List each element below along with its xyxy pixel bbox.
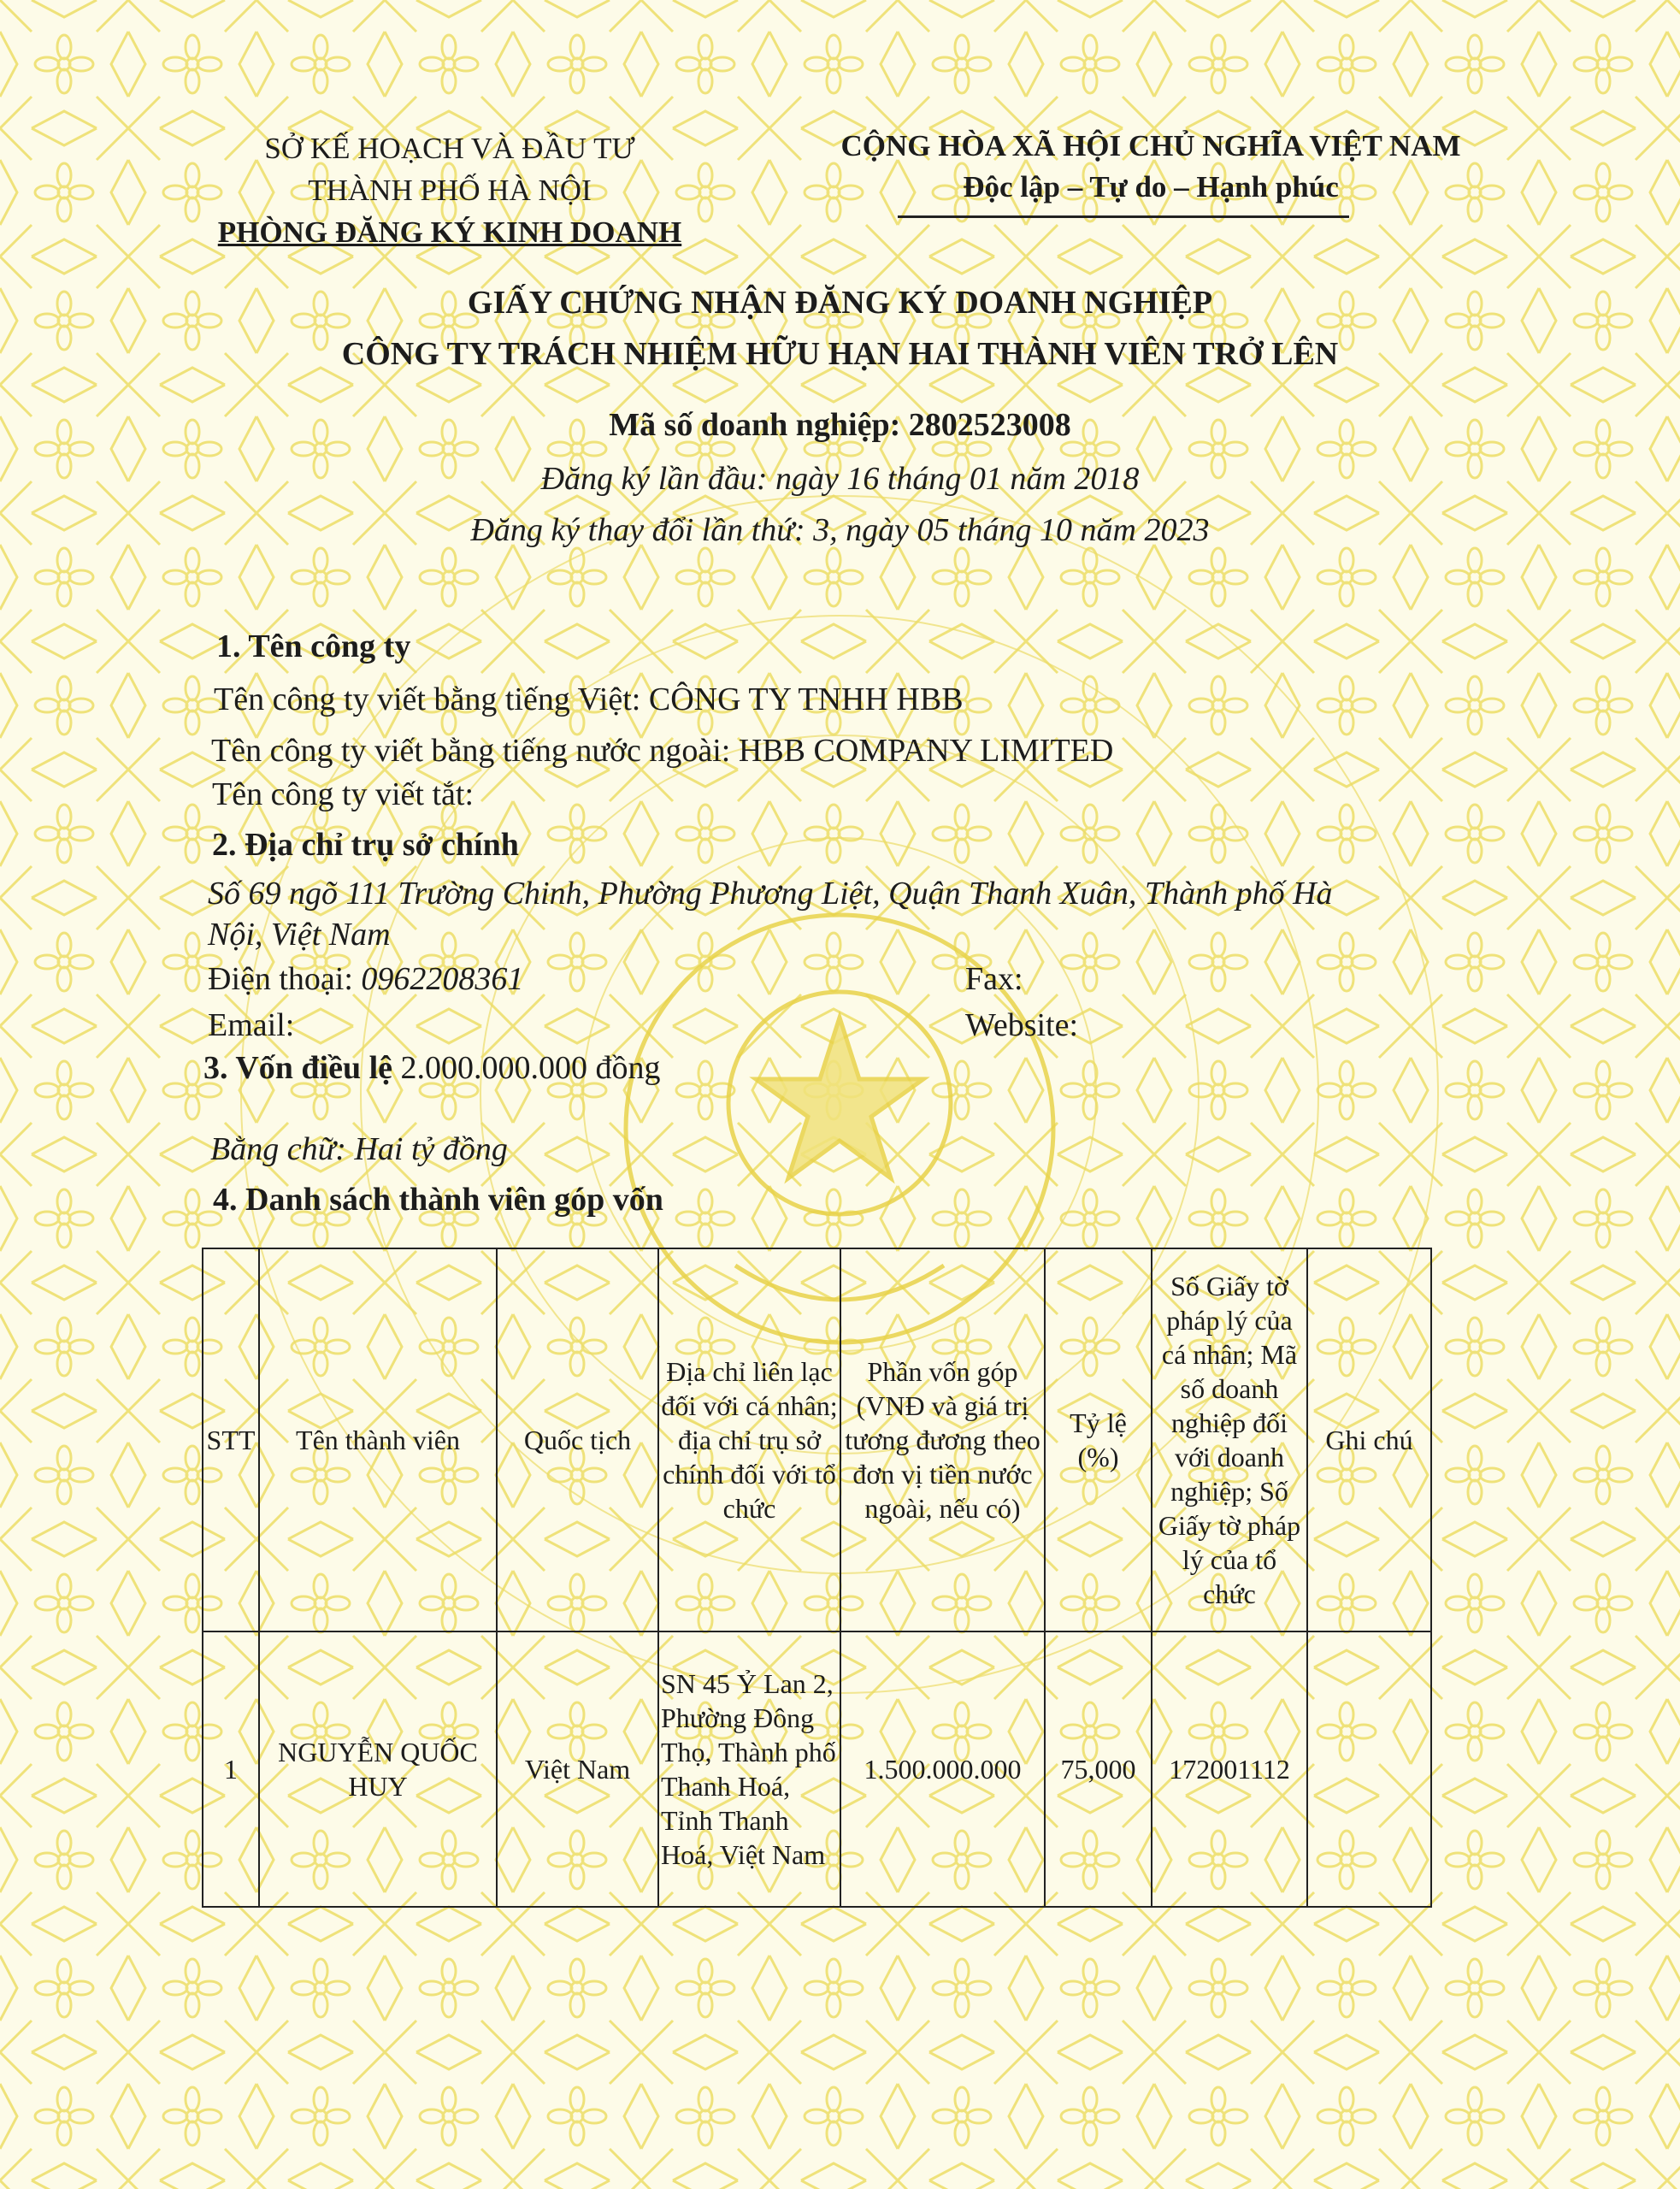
change-registration-date: Đăng ký thay đổi lần thứ: 3, ngày 05 tháng 10 năm 2023 bbox=[470, 512, 1210, 548]
cell-legal-id: 172001112 bbox=[1152, 1631, 1307, 1907]
charter-capital-value: 2.000.000.000 đồng bbox=[400, 1050, 661, 1086]
company-name-foreign-label: Tên công ty viết bằng tiếng nước ngoài: bbox=[211, 733, 731, 769]
column-header-member-name: Tên thành viên bbox=[259, 1248, 497, 1631]
company-name-foreign-value: HBB COMPANY LIMITED bbox=[738, 733, 1114, 769]
phone-row bbox=[208, 960, 523, 998]
fax-label: Fax: bbox=[965, 961, 1023, 997]
section-3-heading: 3. Vốn điều lệ bbox=[203, 1050, 393, 1086]
agency-name-line1: SỞ KẾ HOẠCH VÀ ĐẦU TƯ bbox=[264, 132, 635, 165]
company-name-vietnamese-label: Tên công ty viết bằng tiếng Việt: bbox=[214, 681, 641, 717]
column-header-capital: Phần vốn góp (VNĐ và giá trị tương đương theo đơn vị tiền nước ngoài, nếu có) bbox=[840, 1248, 1045, 1631]
column-header-nationality: Quốc tịch bbox=[497, 1248, 658, 1631]
agency-city-line: THÀNH PHỐ HÀ NỘI bbox=[308, 174, 592, 207]
cell-address: SN 45 Ỷ Lan 2, Phường Đông Thọ, Thành phố Thanh Hoá, Tỉnh Thanh Hoá, Việt Nam bbox=[658, 1631, 840, 1907]
company-short-name-label: Tên công ty viết tắt: bbox=[212, 776, 475, 812]
company-type-title: CÔNG TY TRÁCH NHIỆM HỮU HẠN HAI THÀNH VIÊN TRỞ LÊN bbox=[341, 336, 1339, 372]
first-registration-date: Đăng ký lần đầu: ngày 16 tháng 01 năm 2018 bbox=[540, 461, 1140, 497]
cell-note bbox=[1307, 1631, 1431, 1907]
national-motto: Độc lập – Tự do – Hạnh phúc bbox=[963, 170, 1339, 204]
charter-capital-in-words bbox=[210, 1130, 508, 1168]
headquarters-address-line2: Nội, Việt Nam bbox=[208, 917, 391, 953]
section-1-heading: 1. Tên công ty bbox=[216, 628, 411, 664]
section-2-heading: 2. Địa chỉ trụ sở chính bbox=[212, 827, 519, 863]
column-header-note: Ghi chú bbox=[1307, 1248, 1431, 1631]
company-name-vietnamese-value: CÔNG TY TNHH HBB bbox=[648, 681, 964, 717]
motto-underline bbox=[898, 215, 1349, 218]
cell-member-name: NGUYỄN QUỐC HUY bbox=[259, 1631, 497, 1907]
agency-department-line: PHÒNG ĐĂNG KÝ KINH DOANH bbox=[217, 215, 682, 249]
cell-stt: 1 bbox=[203, 1631, 259, 1907]
capital-words-label: Bằng chữ: bbox=[210, 1131, 346, 1167]
headquarters-address-line1: Số 69 ngõ 111 Trường Chinh, Phường Phương Liệt, Quận Thanh Xuân, Thành phố Hà bbox=[208, 876, 1333, 912]
website-label: Website: bbox=[965, 1007, 1079, 1043]
section-4-heading: 4. Danh sách thành viên góp vốn bbox=[213, 1182, 663, 1218]
enterprise-code: Mã số doanh nghiệp: 2802523008 bbox=[609, 407, 1071, 443]
cell-ratio: 75,000 bbox=[1045, 1631, 1152, 1907]
table-header-row bbox=[203, 1248, 1431, 1631]
national-title: CỘNG HÒA XÃ HỘI CHỦ NGHĨA VIỆT NAM bbox=[840, 129, 1461, 162]
column-header-ratio: Tỷ lệ (%) bbox=[1045, 1248, 1152, 1631]
cell-capital: 1.500.000.000 bbox=[840, 1631, 1045, 1907]
email-label: Email: bbox=[208, 1007, 295, 1043]
charter-capital-row bbox=[203, 1049, 661, 1087]
capital-words-value: Hai tỷ đồng bbox=[354, 1131, 508, 1167]
phone-value: 0962208361 bbox=[361, 961, 524, 997]
cell-nationality: Việt Nam bbox=[497, 1631, 658, 1907]
members-table bbox=[202, 1248, 1432, 1908]
column-header-stt: STT bbox=[203, 1248, 259, 1631]
certificate-title: GIẤY CHỨNG NHẬN ĐĂNG KÝ DOANH NGHIỆP bbox=[467, 285, 1213, 321]
phone-label: Điện thoại: bbox=[208, 961, 353, 997]
table-row bbox=[203, 1631, 1431, 1907]
company-name-vietnamese bbox=[214, 681, 964, 718]
column-header-legal-id: Số Giấy tờ pháp lý của cá nhân; Mã số doanh nghiệp đối với doanh nghiệp; Số Giấy tờ pháp lý của tổ chức bbox=[1152, 1248, 1307, 1631]
company-name-foreign bbox=[211, 732, 1113, 770]
column-header-address: Địa chỉ liên lạc đối với cá nhân; địa chỉ trụ sở chính đối với tổ chức bbox=[658, 1248, 840, 1631]
